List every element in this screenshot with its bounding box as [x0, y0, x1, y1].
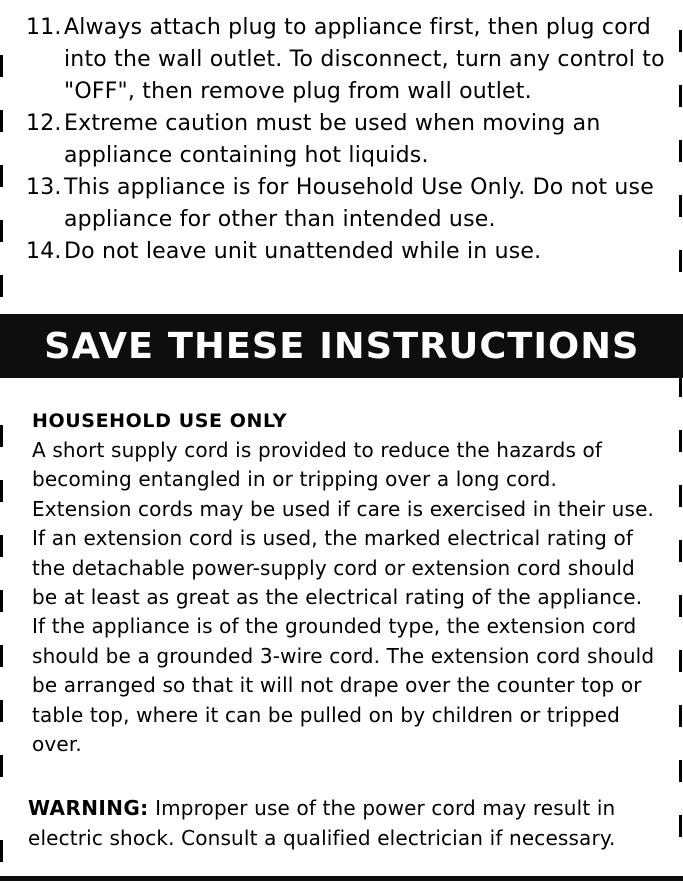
right-edge-marks [679, 0, 683, 883]
instruction-list [26, 12, 666, 268]
item-number: 11. [26, 15, 62, 40]
item-number: 13. [26, 175, 62, 200]
warning-text: Improper use of the power cord may result in electric shock. Consult a qualified electrician if necessary. [28, 796, 616, 850]
list-item [26, 172, 666, 236]
left-edge-marks [0, 0, 4, 883]
item-text: Always attach plug to appliance first, then plug cord into the wall outlet. To disconnect, turn any control to "OFF", then remove plug from wall outlet. [64, 15, 665, 104]
section-heading: HOUSEHOLD USE ONLY [32, 410, 288, 432]
warning-label: WARNING: [28, 796, 149, 820]
section-body: A short supply cord is provided to reduce the hazards of becoming entangled in or tripping over a long cord. Extension cords may be used if care is exercised in their use. If an extension cord is used, the marked electrical rating of the detachable power-supply cord or extension cord should be at least as great as the electrical rating of the appliance. If the appliance is of the grounded type, the extension cord should be a grounded 3-wire cord. The extension cord should be arranged so that it will not drape over the counter top or table top, where it can be pulled on by children or tripped over. [32, 438, 655, 757]
list-item [26, 236, 666, 268]
list-item [26, 12, 666, 108]
bottom-rule [0, 876, 683, 881]
item-number: 12. [26, 111, 62, 136]
item-text: Extreme caution must be used when moving an appliance containing hot liquids. [64, 111, 601, 168]
household-use-section [32, 408, 657, 759]
banner-title: SAVE THESE INSTRUCTIONS [43, 325, 640, 367]
item-text: This appliance is for Household Use Only. Do not use appliance for other than intended use. [64, 175, 654, 232]
warning-paragraph [28, 793, 668, 853]
list-item [26, 108, 666, 172]
save-instructions-banner [0, 314, 683, 378]
item-number: 14. [26, 239, 62, 264]
item-text: Do not leave unit unattended while in use. [64, 239, 542, 264]
